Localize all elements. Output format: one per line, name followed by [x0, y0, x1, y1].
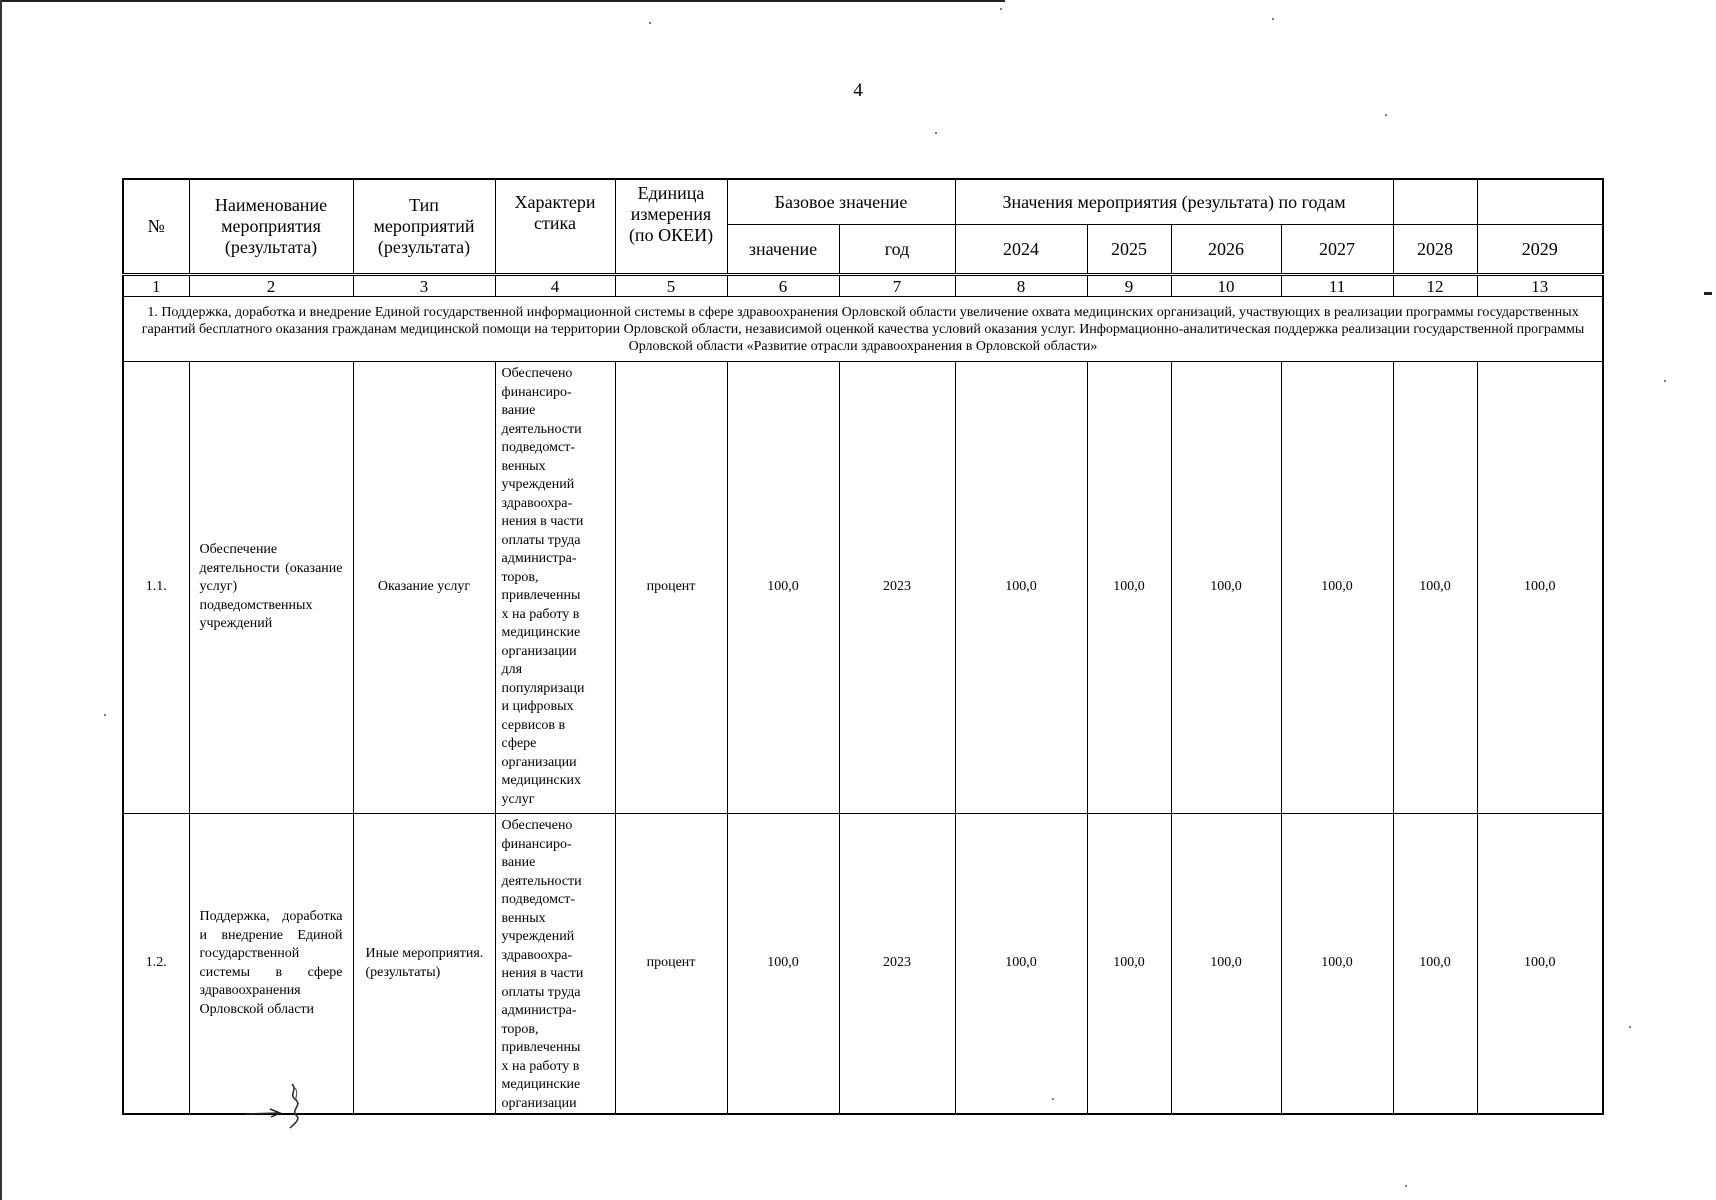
row-value-2028: 100,0 — [1393, 362, 1477, 814]
row-value-2024: 100,0 — [955, 362, 1087, 814]
scan-speck — [1629, 1026, 1631, 1028]
row-value-2024: 100,0 — [955, 814, 1087, 1115]
row-value-2029: 100,0 — [1477, 814, 1603, 1115]
header-name: Наименование мероприятия (результата) — [189, 179, 353, 275]
column-number: 9 — [1087, 275, 1171, 297]
header-row-1 — [123, 179, 1603, 225]
section-row — [123, 297, 1603, 362]
scan-edge-left — [0, 0, 2, 1200]
column-number: 8 — [955, 275, 1087, 297]
header-year-2025: 2025 — [1087, 225, 1171, 275]
row-name-cell — [189, 362, 353, 814]
row-base-year: 2023 — [839, 814, 955, 1115]
row-value-2026: 100,0 — [1171, 362, 1281, 814]
header-year-2024: 2024 — [955, 225, 1087, 275]
row-base-value: 100,0 — [727, 362, 839, 814]
header-characteristic: Характери стика — [495, 179, 615, 275]
scan-speck — [1052, 1098, 1054, 1100]
row-base-year: 2023 — [839, 362, 955, 814]
row-number: 1.1. — [123, 362, 189, 814]
row-characteristic: Обеспечено финансиро- вание деятельности подведомст- венных учреждений здравоохра- нения в части оплаты труда администра- торов, привлеченны х на работу в медицинские организации для популяризаци и цифровых сервисов в сфере организации медицинских услуг — [495, 362, 615, 814]
column-number: 7 — [839, 275, 955, 297]
column-number: 5 — [615, 275, 727, 297]
handwritten-mark — [240, 1080, 310, 1130]
scan-speck — [935, 132, 937, 134]
scan-speck — [1000, 8, 1002, 10]
scan-speck — [1664, 380, 1666, 382]
row-type: Оказание услуг — [353, 362, 495, 814]
row-value-2025: 100,0 — [1087, 814, 1171, 1115]
measures-table — [122, 178, 1604, 1115]
column-numbers-row — [123, 275, 1603, 297]
row-value-2026: 100,0 — [1171, 814, 1281, 1115]
header-type: Тип мероприятий (результата) — [353, 179, 495, 275]
row-name: Поддержка, доработка и внедрение Единой государственной системы в сфере здравоохранения Орловской области — [199, 909, 343, 1017]
column-number: 2 — [189, 275, 353, 297]
scan-edge-mark — [1704, 292, 1712, 295]
row-base-value: 100,0 — [727, 814, 839, 1115]
column-number: 6 — [727, 275, 839, 297]
scan-speck — [104, 714, 106, 716]
column-number: 10 — [1171, 275, 1281, 297]
section-title: 1. Поддержка, доработка и внедрение Единой государственной информационной системы в сфере здравоохранения Орловской области увеличение охвата медицинских организаций, участвующих в реализации программы государственных гарантий бесплатного оказания гражданам медицинской помощи на территории Орловской области, независимой оценкой качества условий оказания услуг. Информационно-аналитическая поддержка реализации государственной программы Орловской области «Развитие отрасли здравоохранения в Орловской области» — [123, 297, 1603, 362]
column-number: 4 — [495, 275, 615, 297]
header-year-2028: 2028 — [1393, 225, 1477, 275]
header-blank-12 — [1393, 179, 1477, 225]
column-number: 11 — [1281, 275, 1393, 297]
scan-speck — [1385, 114, 1387, 116]
row-type-cell — [353, 814, 495, 1115]
row-type: Иные мероприятия. (результаты) — [365, 946, 484, 980]
header-base: Базовое значение — [727, 179, 955, 225]
header-years: Значения мероприятия (результата) по годам — [955, 179, 1393, 225]
row-unit: процент — [615, 362, 727, 814]
column-number: 1 — [123, 275, 189, 297]
header-year-2026: 2026 — [1171, 225, 1281, 275]
header-base-value: значение — [727, 225, 839, 275]
table-row — [123, 814, 1603, 1115]
column-number: 12 — [1393, 275, 1477, 297]
page-number: 4 — [853, 80, 863, 101]
scan-speck — [1272, 18, 1274, 20]
header-number: № — [123, 179, 189, 275]
scan-speck — [1405, 1185, 1407, 1187]
scan-speck — [649, 22, 651, 24]
row-value-2028: 100,0 — [1393, 814, 1477, 1115]
header-year-2027: 2027 — [1281, 225, 1393, 275]
row-name: Обеспечение деятельности (оказание услуг) подведомственных учреждений — [199, 542, 343, 632]
row-unit: процент — [615, 814, 727, 1115]
column-number: 3 — [353, 275, 495, 297]
header-unit: Единица измерения (по ОКЕИ) — [615, 179, 727, 275]
scan-edge-top — [0, 0, 1005, 2]
row-value-2027: 100,0 — [1281, 814, 1393, 1115]
column-number: 13 — [1477, 275, 1603, 297]
header-base-year: год — [839, 225, 955, 275]
row-name-cell — [189, 814, 353, 1115]
table-row — [123, 362, 1603, 814]
row-characteristic: Обеспечено финансиро- вание деятельности подведомст- венных учреждений здравоохра- нения в части оплаты труда администра- торов, привлеченны х на работу в медицинские организации — [495, 814, 615, 1115]
row-value-2029: 100,0 — [1477, 362, 1603, 814]
row-number: 1.2. — [123, 814, 189, 1115]
header-year-2029: 2029 — [1477, 225, 1603, 275]
header-blank-13 — [1477, 179, 1603, 225]
row-value-2027: 100,0 — [1281, 362, 1393, 814]
row-value-2025: 100,0 — [1087, 362, 1171, 814]
